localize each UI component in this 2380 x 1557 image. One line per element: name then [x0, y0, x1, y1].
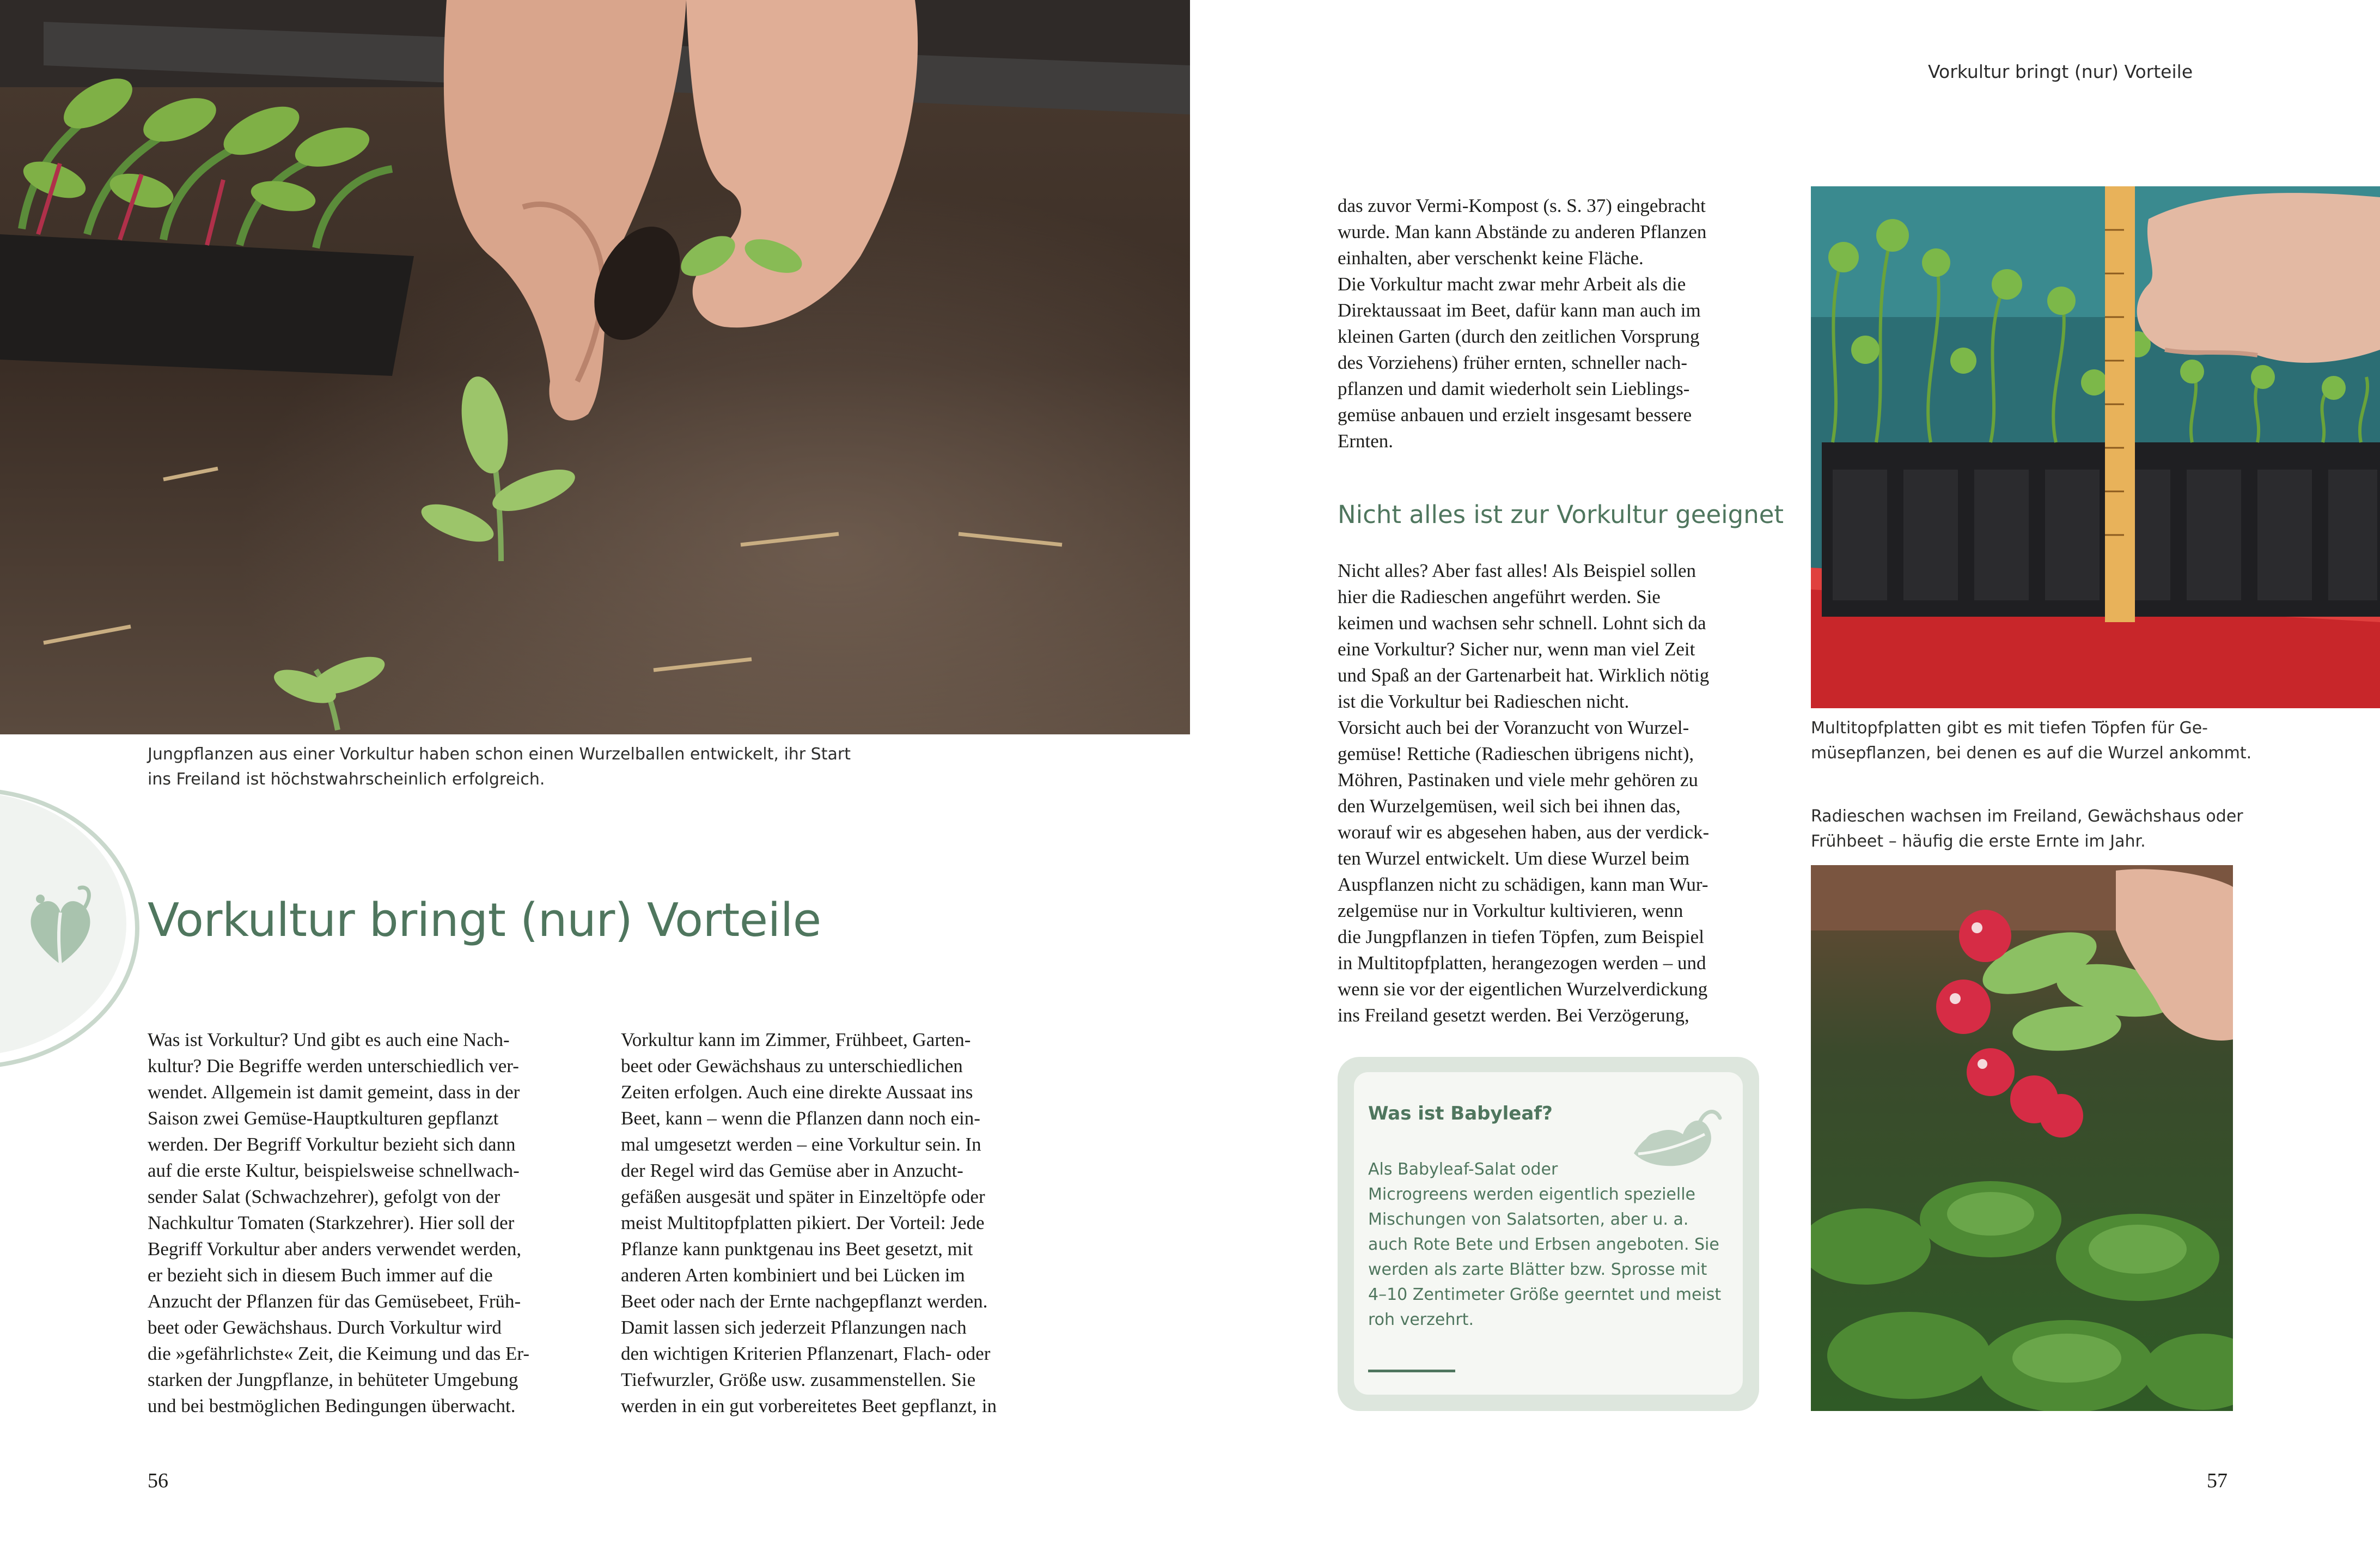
text-line: meist Multitopfplatten pikiert. Der Vorteil: Jede	[621, 1212, 985, 1233]
text-line: anderen Arten kombiniert und bei Lücken im	[621, 1264, 965, 1286]
caption-line: Jungpflanzen aus einer Vorkultur haben schon einen Wurzelballen entwickelt, ihr Start	[148, 745, 851, 764]
text-line: gefäßen ausgesät und später in Einzeltöpfe oder	[621, 1186, 985, 1207]
text-line: Auspflanzen nicht zu schädigen, kann man Wur-	[1338, 874, 1708, 895]
text-line: keimen und wachsen sehr schnell. Lohnt sich da	[1338, 612, 1706, 634]
caption-line: Frühbeet – häufig die erste Ernte im Jahr.	[1811, 832, 2146, 851]
text-line: einhalten, aber verschenkt keine Fläche.	[1338, 247, 1644, 269]
text-line: Als Babyleaf-Salat oder	[1368, 1160, 1558, 1179]
body-column-2	[621, 1027, 997, 1419]
text-line: beet oder Gewächshaus zu unterschiedlichen	[621, 1055, 963, 1076]
text-line: Vorkultur kann im Zimmer, Frühbeet, Garten-	[621, 1029, 971, 1050]
text-line: Nachkultur Tomaten (Starkzehrer). Hier soll der	[148, 1212, 515, 1233]
section-subheadline: Nicht alles ist zur Vorkultur geeignet	[1338, 500, 1784, 529]
text-line: worauf wir es abgesehen haben, aus der verdick-	[1338, 822, 1710, 843]
text-line: Microgreens werden eigentlich spezielle	[1368, 1185, 1695, 1204]
caption-line: ins Freiland ist höchstwahrscheinlich erfolgreich.	[148, 770, 545, 789]
text-line: sender Salat (Schwachzehrer), gefolgt von der	[148, 1186, 501, 1207]
text-line: ten Wurzel entwickelt. Um diese Wurzel beim	[1338, 848, 1690, 869]
text-line: wendet. Allgemein ist damit gemeint, dass in der	[148, 1081, 520, 1103]
text-line: die »gefährlichste« Zeit, die Keimung und das Er-	[148, 1343, 530, 1364]
text-line: ist die Vorkultur bei Radieschen nicht.	[1338, 691, 1630, 712]
text-line: Direktaussaat im Beet, dafür kann man auch im	[1338, 300, 1701, 321]
text-line: Tiefwurzler, Größe usw. zusammenstellen. Sie	[621, 1369, 976, 1390]
text-line: wenn sie vor der eigentlichen Wurzelverdickung	[1338, 978, 1708, 1000]
text-line: den wichtigen Kriterien Pflanzenart, Flach- oder	[621, 1343, 991, 1364]
text-line: auf die erste Kultur, beispielsweise schnellwach-	[148, 1160, 520, 1181]
text-line: eine Vorkultur? Sicher nur, wenn man viel Zeit	[1338, 638, 1695, 660]
leaf-heart-icon	[20, 883, 101, 970]
body-column-1	[148, 1027, 529, 1419]
text-line: Mischungen von Salatsorten, aber u. a.	[1368, 1210, 1689, 1229]
text-line: kultur? Die Begriffe werden unterschiedlich ver-	[148, 1055, 519, 1076]
text-line: werden als zarte Blätter bzw. Sprosse mit	[1368, 1260, 1707, 1279]
text-line: und Spaß an der Gartenarbeit hat. Wirklich nötig	[1338, 665, 1710, 686]
photo-caption-left	[148, 742, 851, 792]
text-line: den Wurzelgemüsen, weil sich bei ihnen das,	[1338, 795, 1681, 817]
text-line: werden. Der Begriff Vorkultur bezieht sich dann	[148, 1134, 516, 1155]
text-line: wurde. Man kann Abstände zu anderen Pflanzen	[1338, 221, 1707, 242]
text-line: pflanzen und damit wiederholt sein Lieblings-	[1338, 378, 1690, 399]
body-column-3-bottom	[1338, 558, 1709, 1029]
photo-caption-right-top	[1811, 716, 2251, 766]
infobox-title: Was ist Babyleaf?	[1368, 1103, 1553, 1124]
caption-line: Multitopfplatten gibt es mit tiefen Töpfen für Ge-	[1811, 719, 2208, 738]
text-line: Damit lassen sich jederzeit Pflanzungen nach	[621, 1317, 967, 1338]
text-line: gemüse anbauen und erzielt insgesamt bessere	[1338, 404, 1692, 425]
text-line: Vorsicht auch bei der Voranzucht von Wurzel-	[1338, 717, 1689, 738]
text-line: 4–10 Zentimeter Größe geerntet und meist	[1368, 1285, 1722, 1304]
text-line: Pflanze kann punktgenau ins Beet gesetzt, mit	[621, 1238, 973, 1260]
text-line: das zuvor Vermi-Kompost (s. S. 37) eingebracht	[1338, 195, 1706, 216]
seedling-planting-photo	[0, 0, 1190, 734]
text-line: werden in ein gut vorbereitetes Beet gepflanzt, in	[621, 1395, 997, 1416]
text-line: kleinen Garten (durch den zeitlichen Vorsprung	[1338, 326, 1700, 347]
text-line: ins Freiland gesetzt werden. Bei Verzögerung,	[1338, 1005, 1689, 1026]
text-line: und bei bestmöglichen Bedingungen überwacht.	[148, 1395, 516, 1416]
text-line: Beet, kann – wenn die Pflanzen dann noch ein-	[621, 1108, 980, 1129]
page-number-right: 57	[2207, 1469, 2228, 1492]
text-line: Möhren, Pastinaken und viele mehr gehören zu	[1338, 769, 1698, 790]
text-line: des Vorziehens) früher ernten, schneller nach-	[1338, 352, 1688, 373]
multipot-tray-photo	[1811, 186, 2380, 708]
text-line: Was ist Vorkultur? Und gibt es auch eine Nach-	[148, 1029, 510, 1050]
text-line: gemüse! Rettiche (Radieschen übrigens nicht),	[1338, 743, 1694, 764]
page-number-left: 56	[148, 1469, 168, 1492]
text-line: Die Vorkultur macht zwar mehr Arbeit als die	[1338, 273, 1686, 295]
infobox-rule	[1368, 1370, 1455, 1372]
text-line: in Multitopfplatten, herangezogen werden – und	[1338, 952, 1706, 974]
text-line: Saison zwei Gemüse-Hauptkulturen gepflanzt	[148, 1108, 499, 1129]
text-line: Beet oder nach der Ernte nachgepflanzt werden.	[621, 1291, 988, 1312]
text-line: er bezieht sich in diesem Buch immer auf die	[148, 1264, 493, 1286]
text-line: Nicht alles? Aber fast alles! Als Beispiel sollen	[1338, 560, 1696, 581]
text-line: beet oder Gewächshaus. Durch Vorkultur wird	[148, 1317, 502, 1338]
text-line: Zeiten erfolgen. Auch eine direkte Aussaat ins	[621, 1081, 973, 1103]
text-line: der Regel wird das Gemüse aber in Anzucht-	[621, 1160, 963, 1181]
body-column-3-top	[1338, 193, 1706, 454]
running-head: Vorkultur bringt (nur) Vorteile	[1928, 61, 2193, 82]
text-line: zelgemüse nur in Vorkultur kultivieren, wenn	[1338, 900, 1683, 921]
text-line: Anzucht der Pflanzen für das Gemüsebeet, Früh-	[148, 1291, 521, 1312]
text-line: die Jungpflanzen in tiefen Töpfen, zum Beispiel	[1338, 926, 1704, 947]
text-line: roh verzehrt.	[1368, 1310, 1474, 1329]
photo-caption-right-bottom	[1811, 804, 2243, 854]
text-line: hier die Radieschen angeführt werden. Sie	[1338, 586, 1661, 607]
radish-harvest-photo	[1811, 865, 2233, 1411]
article-headline: Vorkultur bringt (nur) Vorteile	[148, 893, 821, 947]
text-line: Begriff Vorkultur aber anders verwendet werden,	[148, 1238, 522, 1260]
caption-line: Radieschen wachsen im Freiland, Gewächshaus oder	[1811, 807, 2243, 826]
infobox-text	[1368, 1157, 1721, 1333]
text-line: Ernten.	[1338, 430, 1394, 452]
text-line: starken der Jungpflanze, in behüteter Umgebung	[148, 1369, 518, 1390]
text-line: auch Rote Bete und Erbsen angeboten. Sie	[1368, 1235, 1719, 1254]
caption-line: müsepflanzen, bei denen es auf die Wurzel ankommt.	[1811, 744, 2252, 763]
text-line: mal umgesetzt werden – eine Vorkultur sein. In	[621, 1134, 981, 1155]
